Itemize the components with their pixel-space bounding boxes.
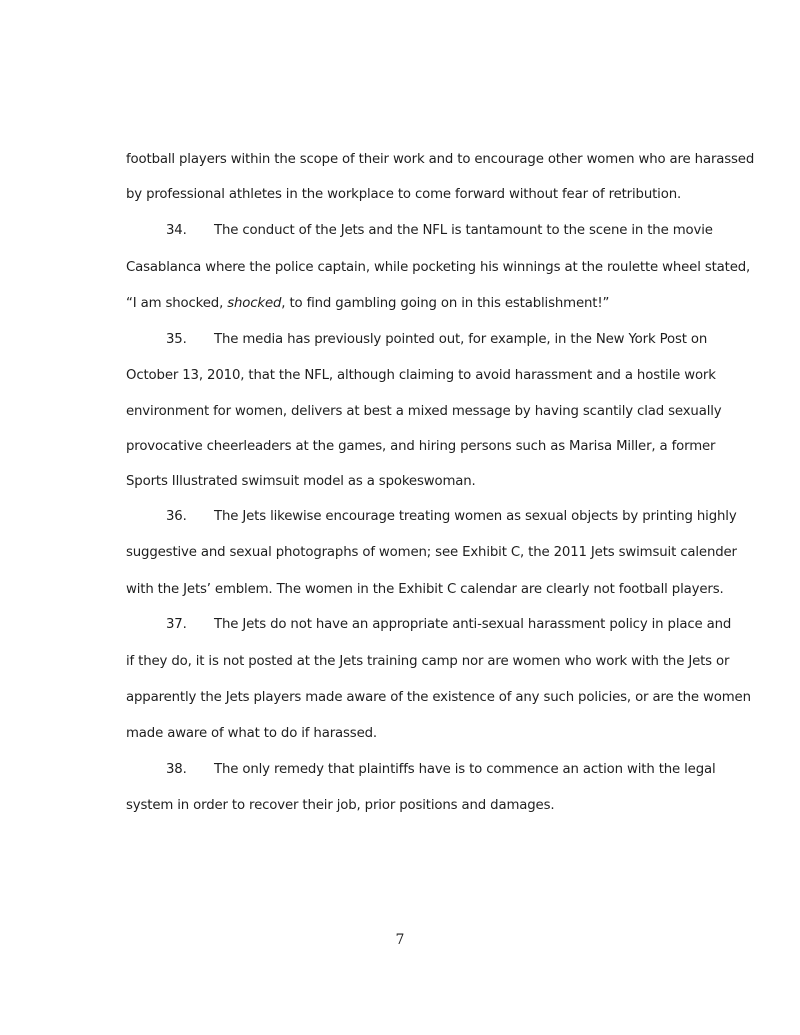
paragraph-number: 37. [166,617,187,632]
line-text: The Jets do not have an appropriate anti-sexual harassment policy in place and [214,617,732,632]
text-line [126,689,751,707]
text-line [126,403,722,421]
paragraph-number: 35. [166,332,187,347]
line-text: The only remedy that plaintiffs have is to commence an action with the legal [214,762,716,777]
line-text: The Jets likewise encourage treating women as sexual objects by printing highly [214,509,737,524]
line-text: The media has previously pointed out, for example, in the New York Post on [214,332,708,347]
quote-line [126,295,706,313]
paragraph-number: 38. [166,762,187,777]
line-text: The conduct of the Jets and the NFL is tantamount to the scene in the movie [214,223,713,238]
paragraph-number: 36. [166,509,187,524]
paragraph-36-first-line [166,508,737,526]
line-text: environment for women, delivers at best a mixed message by having scantily clad sexually [126,404,722,419]
line-text: Sports Illustrated swimsuit model as a spokeswoman. [126,474,476,489]
text-line [126,797,706,815]
line-text: with the Jets’ emblem. The women in the Exhibit C calendar are clearly not football players. [126,582,724,597]
text-line [126,151,755,169]
quote-emphasis: shocked [227,296,282,311]
paragraph-35-first-line [166,331,706,349]
line-text: Casablanca where the police captain, while pocketing his winnings at the roulette wheel stated, [126,260,751,275]
line-text: football players within the scope of their work and to encourage other women who are harassed [126,152,755,167]
line-text: by professional athletes in the workplace to come forward without fear of retribution. [126,187,682,202]
quote-text-start: “I am shocked, [126,296,228,311]
text-line [126,259,751,277]
line-text: provocative cheerleaders at the games, and hiring persons such as Marisa Miller, a former [126,439,716,454]
text-line [126,581,724,599]
text-line [126,186,706,204]
paragraph-34-first-line [166,222,713,240]
text-line [126,725,706,743]
line-text: apparently the Jets players made aware of the existence of any such policies, or are the women [126,690,751,705]
text-line [126,473,706,491]
paragraph-number: 34. [166,223,187,238]
line-text: suggestive and sexual photographs of women; see Exhibit C, the 2011 Jets swimsuit calender [126,545,737,560]
paragraph-38-first-line [166,761,716,779]
line-text: if they do, it is not posted at the Jets training camp nor are women who work with the Jets or [126,654,730,669]
line-text: made aware of what to do if harassed. [126,726,377,741]
text-line [126,653,730,671]
text-line [126,367,716,385]
line-text: October 13, 2010, that the NFL, although claiming to avoid harassment and a hostile work [126,368,716,383]
page-number: 7 [395,932,405,948]
text-line [126,544,737,562]
line-text: system in order to recover their job, prior positions and damages. [126,798,555,813]
quote-text-end: , to find gambling going on in this establishment!” [281,296,610,311]
paragraph-37-first-line [166,616,732,634]
text-line [126,438,716,456]
